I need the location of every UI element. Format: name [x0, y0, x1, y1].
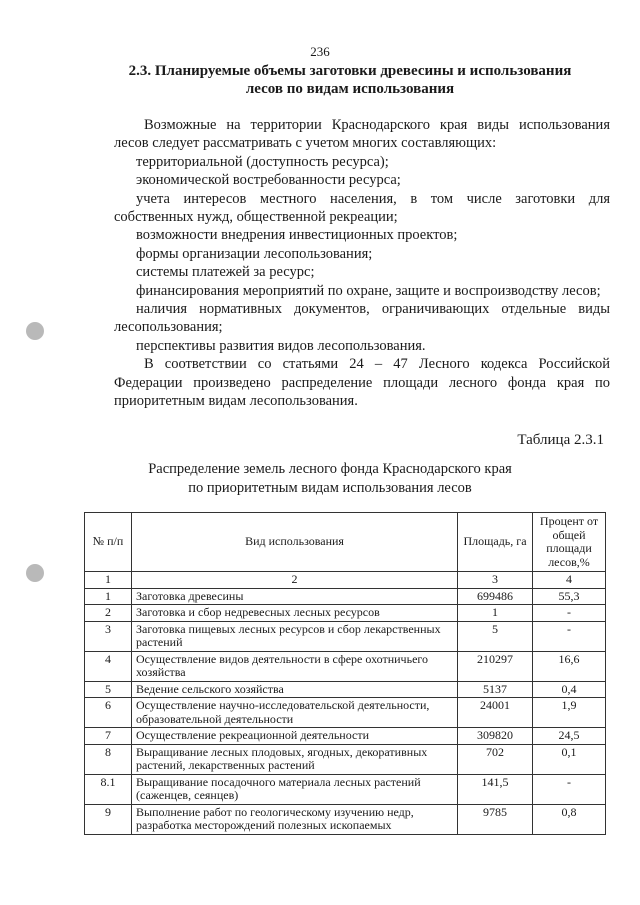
row-num: 5 — [85, 681, 132, 698]
row-percent: 16,6 — [533, 651, 606, 681]
section-heading — [120, 62, 580, 98]
row-percent: 1,9 — [533, 698, 606, 728]
table-row — [85, 681, 606, 698]
row-area: 24001 — [458, 698, 533, 728]
header-use-type: Вид использования — [132, 513, 458, 572]
column-number-row — [85, 572, 606, 589]
row-percent: 0,4 — [533, 681, 606, 698]
column-number: 1 — [85, 572, 132, 589]
section-heading-line: 2.3. Планируемые объемы заготовки древесины и использования — [128, 63, 572, 79]
row-num: 4 — [85, 651, 132, 681]
land-distribution-table — [84, 512, 606, 835]
table-row — [85, 605, 606, 622]
row-use-type: Выполнение работ по геологическому изучению недр, разработка месторождений полезных ископаемых — [132, 804, 458, 834]
table-reference: Таблица 2.3.1 — [517, 432, 604, 448]
table-row — [85, 744, 606, 774]
row-num: 2 — [85, 605, 132, 622]
row-percent: 24,5 — [533, 728, 606, 745]
row-area: 5 — [458, 621, 533, 651]
row-use-type: Заготовка древесины — [132, 588, 458, 605]
row-percent: 55,3 — [533, 588, 606, 605]
list-item: наличия нормативных документов, ограничивающих отдельные виды лесопользования; — [114, 301, 610, 336]
table-title-line: Распределение земель лесного фонда Краснодарского края — [148, 461, 512, 477]
list-item: экономической востребованности ресурса; — [136, 172, 401, 189]
row-num: 9 — [85, 804, 132, 834]
page-number: 236 — [310, 44, 330, 59]
row-area: 210297 — [458, 651, 533, 681]
row-area: 699486 — [458, 588, 533, 605]
row-use-type: Осуществление видов деятельности в сфере охотничьего хозяйства — [132, 651, 458, 681]
table-row — [85, 621, 606, 651]
list-item: системы платежей за ресурс; — [136, 264, 315, 281]
paragraph: В соответствии со статьями 24 – 47 Лесного кодекса Российской Федерации произведено распределение площади лесного фонда края по приоритетным видам лесопользования. — [114, 356, 610, 410]
header-percent: Процент от общей площади лесов,% — [533, 513, 606, 572]
table-row — [85, 804, 606, 834]
table-header-row — [85, 513, 606, 572]
table-row — [85, 651, 606, 681]
table-row — [85, 774, 606, 804]
row-num: 1 — [85, 588, 132, 605]
row-percent: - — [533, 774, 606, 804]
paragraph: Возможные на территории Краснодарского края виды использования лесов следует рассматривать с учетом многих составляющих: — [114, 117, 610, 152]
list-item: финансирования мероприятий по охране, защите и воспроизводству лесов; — [136, 282, 601, 299]
row-use-type: Заготовка пищевых лесных ресурсов и сбор лекарственных растений — [132, 621, 458, 651]
row-area: 1 — [458, 605, 533, 622]
row-num: 8 — [85, 744, 132, 774]
row-use-type: Осуществление научно-исследовательской деятельности, образовательной деятельности — [132, 698, 458, 728]
table-title — [130, 460, 530, 498]
list-item: учета интересов местного населения, в том числе заготовки для собственных нужд, общественной рекреации; — [114, 190, 610, 226]
list-item: формы организации лесопользования; — [136, 245, 373, 262]
column-number: 3 — [458, 572, 533, 589]
row-percent: 0,1 — [533, 744, 606, 774]
row-num: 8.1 — [85, 774, 132, 804]
row-use-type: Осуществление рекреационной деятельности — [132, 728, 458, 745]
row-percent: - — [533, 605, 606, 622]
row-percent: - — [533, 621, 606, 651]
section-heading-line: лесов по видам использования — [245, 81, 455, 97]
table-title-line: по приоритетным видам использования лесов — [188, 480, 472, 496]
row-use-type: Ведение сельского хозяйства — [132, 681, 458, 698]
row-num: 3 — [85, 621, 132, 651]
row-area: 5137 — [458, 681, 533, 698]
list-item: перспективы развития видов лесопользования. — [136, 337, 426, 354]
table-row — [85, 588, 606, 605]
body-text — [114, 116, 610, 411]
table-row — [85, 698, 606, 728]
header-num: № п/п — [85, 513, 132, 572]
table-row — [85, 728, 606, 745]
list-item: территориальной (доступность ресурса); — [136, 153, 389, 170]
binder-hole — [26, 322, 44, 340]
row-area: 141,5 — [458, 774, 533, 804]
row-num: 6 — [85, 698, 132, 728]
row-use-type: Выращивание лесных плодовых, ягодных, декоративных растений, лекарственных растений — [132, 744, 458, 774]
column-number: 2 — [132, 572, 458, 589]
binder-hole — [26, 564, 44, 582]
row-area: 309820 — [458, 728, 533, 745]
list-item: возможности внедрения инвестиционных проектов; — [136, 227, 458, 244]
row-area: 702 — [458, 744, 533, 774]
row-use-type: Заготовка и сбор недревесных лесных ресурсов — [132, 605, 458, 622]
row-num: 7 — [85, 728, 132, 745]
column-number: 4 — [533, 572, 606, 589]
row-area: 9785 — [458, 804, 533, 834]
row-percent: 0,8 — [533, 804, 606, 834]
row-use-type: Выращивание посадочного материала лесных растений (саженцев, сеянцев) — [132, 774, 458, 804]
header-area: Площадь, га — [458, 513, 533, 572]
